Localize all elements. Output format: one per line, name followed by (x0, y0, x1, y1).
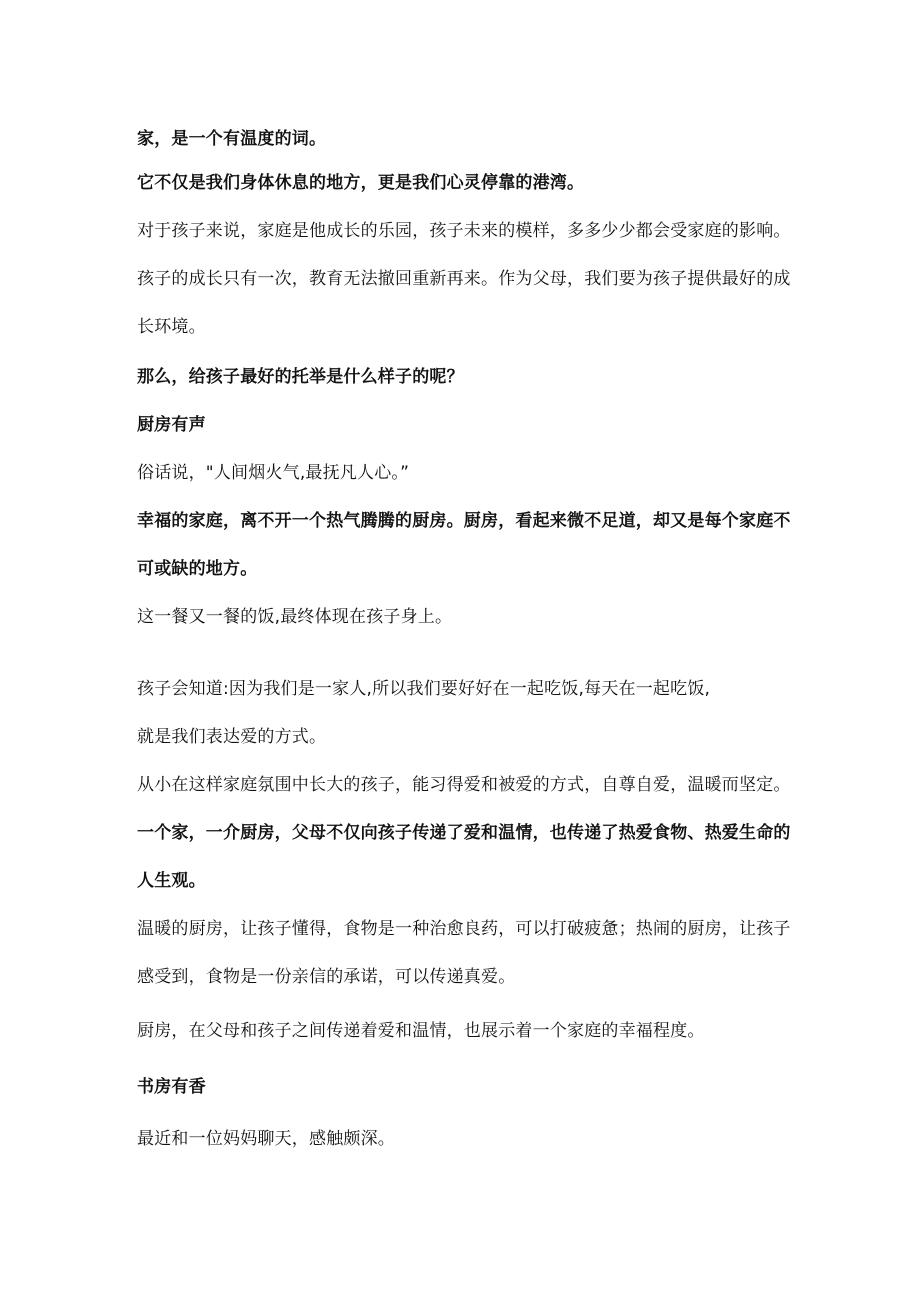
paragraph-line: 这一餐又一餐的饭,最终体现在孩子身上。 (137, 607, 453, 627)
paragraph-line: 感受到，食物是一份亲信的承诺，可以传递真爱。 (137, 967, 516, 987)
paragraph-line: 最近和一位妈妈聊天，感触颇深。 (137, 1129, 395, 1149)
emphasis-line: 一个家，一介厨房，父母不仅向孩子传递了爱和温情，也传递了热爱食物、热爱生命的 (137, 823, 791, 843)
paragraph-line: 从小在这样家庭氛围中长大的孩子，能习得爱和被爱的方式，自尊自爱，温暖而坚定。 (137, 775, 791, 795)
paragraph-line: 对于孩子来说，家庭是他成长的乐园，孩子未来的模样，多多少少都会受家庭的影响。 (137, 221, 791, 241)
paragraph-line: 就是我们表达爱的方式。 (137, 727, 327, 747)
paragraph-line: 孩子会知道:因为我们是一家人,所以我们要好好在一起吃饭,每天在一起吃饭, (137, 679, 711, 699)
intro-line-1: 家，是一个有温度的词。 (137, 129, 327, 149)
paragraph-line: 长环境。 (137, 317, 206, 337)
emphasis-line: 可或缺的地方。 (137, 559, 258, 579)
intro-line-2: 它不仅是我们身体休息的地方，更是我们心灵停靠的港湾。 (137, 173, 585, 193)
section-heading-study: 书房有香 (137, 1077, 206, 1097)
paragraph-line: 厨房，在父母和孩子之间传递着爱和温情，也展示着一个家庭的幸福程度。 (137, 1021, 705, 1041)
question-line: 那么，给孩子最好的托举是什么样子的呢？ (137, 367, 464, 387)
paragraph-line: 孩子的成长只有一次，教育无法撤回重新再来。作为父母，我们要为孩子提供最好的成 (137, 269, 791, 289)
paragraph-line: 温暖的厨房，让孩子懂得，食物是一种治愈良药，可以打破疲惫；热闹的厨房，让孩子 (137, 919, 791, 939)
emphasis-line: 人生观。 (137, 871, 206, 891)
emphasis-line: 幸福的家庭，离不开一个热气腾腾的厨房。厨房，看起来微不足道，却又是每个家庭不 (137, 511, 791, 531)
section-heading-kitchen: 厨房有声 (137, 415, 206, 435)
quote-line: 俗话说，"人间烟火气,最抚凡人心。” (137, 463, 410, 483)
